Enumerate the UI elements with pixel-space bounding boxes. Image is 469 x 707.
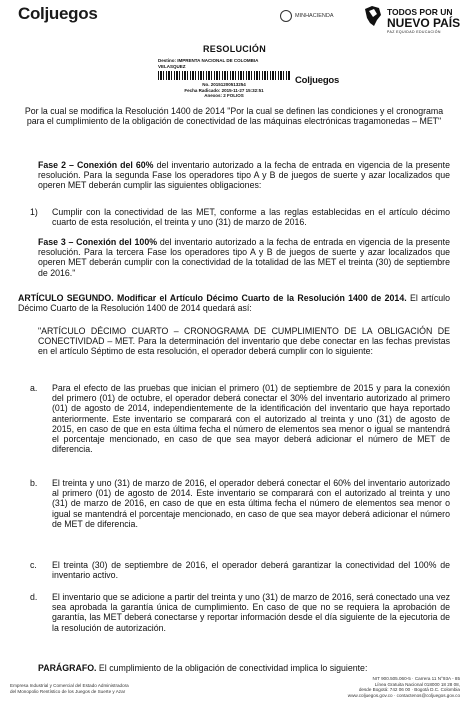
articulo-segundo — [18, 293, 450, 313]
schedule-item-b — [18, 478, 450, 529]
country-map-icon — [363, 5, 383, 27]
coat-of-arms-icon — [280, 10, 292, 22]
stamp-number: No. 20151200513254 — [202, 82, 246, 87]
document-header — [0, 0, 469, 40]
item-b-label: b. — [30, 478, 38, 488]
footer-entity-line-2: del Monopolio Rentístico de los Juegos de Suerte y Azar — [10, 688, 126, 694]
item-b-text: El treinta y uno (31) de marzo de 2016, el operador deberá conectar el 60% del inventario autorizado al primero (01) de agosto de 2014. Este inventario se comparará con el autorizado al treinta y uno (31) de marzo de 2016, en caso de que en esta última fecha el número de elementos sea menor o igual se mantendrá el porcentaje mencionado, en caso de que sea mayor deberá adicionar el número de MET de diferencia. — [52, 478, 450, 529]
item-1-text: Cumplir con la conectividad de las MET, conforme a las reglas establecidas en el artículo décimo cuarto de esta resolución, el treinta y uno (31) de marzo de 2016. — [52, 207, 450, 228]
fase-3-heading: Fase 3 – Conexión del 100% — [38, 237, 158, 247]
stamp-anexos: Anexos: 2 FOLIOS — [204, 93, 244, 98]
obligation-item-1 — [18, 207, 450, 227]
document-title: RESOLUCIÓN — [202, 44, 266, 54]
item-a-label: a. — [30, 383, 38, 393]
stamp-destino: Destino: IMPRENTA NACIONAL DE COLOMBIA — [158, 58, 259, 63]
schedule-item-d — [18, 592, 450, 633]
item-1-label: 1) — [30, 207, 38, 217]
schedule-item-c — [18, 560, 450, 580]
item-d-label: d. — [30, 592, 38, 602]
paragrafo-heading: PARÁGRAFO. — [38, 663, 97, 673]
footer-web: www.coljuegos.gov.co · contactenos@coljuegos.gov.co — [347, 692, 460, 698]
slogan-line-2: NUEVO PAÍS — [387, 16, 461, 30]
ministry-label: MINHACIENDA — [295, 13, 334, 19]
barcode — [158, 71, 290, 80]
resolution-subtitle — [18, 106, 450, 126]
paragrafo — [18, 663, 450, 673]
fase-3-paragraph — [18, 237, 450, 278]
footer-phone: Línea Gratuita Nacional 018000 18 28 08, — [374, 681, 460, 687]
stamp-fecha: Fecha Radicado: 2015-11-27 15:32:51 — [184, 87, 264, 93]
slogan-line-3: PAZ EQUIDAD EDUCACIÓN — [387, 30, 441, 34]
subtitle-text: Por la cual se modifica la Resolución 1400 de 2014 "Por la cual se definen las condiciones y el cronograma para el cumplimiento de la obligación de conectividad de las máquinas electrónicas tragamonedas – MET" — [24, 106, 444, 127]
articulo-segundo-text: El artículo Décimo Cuarto de la Resolución 1400 de 2014 quedará así: — [18, 293, 451, 314]
stamp-brand: Coljuegos — [295, 75, 340, 86]
item-d-text: El inventario que se adicione a partir del treinta y uno (31) de marzo de 2016, será conectado una vez sea aprobada la garantía única de cumplimiento. En caso de que no se requiera la aprobación de garantía, las MET deberá conectarse y reportar información desde el día siguiente de la ejecutoria de la resolución de autorización. — [52, 592, 450, 633]
item-a-text: Para el efecto de las pruebas que inician el primero (01) de septiembre de 2015 y para la conexión del primero (01) de octubre, el operador deberá conectar el 30% del inventario autorizado al primero (01) de agosto de 2014, independientemente de la identificación del inventario que haya reportado anteriormente. Este inventario se comparará con el autorizado al treinta y uno (31) de agosto de 2015, en caso de que en esta última fecha el número de elementos sea menor o igual se mantendrá el porcentaje mencionado, en caso de que sea mayor deberá adicionar el número de MET de diferencia. — [52, 383, 450, 455]
fase-2-paragraph — [18, 160, 450, 191]
item-c-label: c. — [30, 560, 37, 570]
footer-entity-line-1: Empresa Industrial y Comercial del Estado Administradora — [10, 683, 129, 688]
fase-2-text: del inventario autorizado a la fecha de entrada en vigencia de la presente resolución. Para la segunda Fase los operadores tipo A y B de juegos de suerte y azar localizados que operen MET deberán cumplir las siguientes obligaciones: — [38, 160, 451, 191]
footer-right — [320, 676, 460, 698]
item-c-text: El treinta (30) de septiembre de 2016, el operador deberá garantizar la conectividad del 100% de inventario activo. — [52, 560, 450, 581]
articulo-decimo-cuarto-text: Para la determinación del inventario que debe conectar en las fechas previstas en el artículo Séptimo de esta resolución, el operador deberá cumplir con lo siguiente: — [38, 336, 451, 357]
radicado-stamp — [158, 58, 348, 99]
footer-address: desde Bogotá: 742 06 00 · Bogotá D.C. Colombia — [358, 687, 460, 693]
articulo-decimo-cuarto — [18, 326, 450, 357]
articulo-segundo-heading: ARTÍCULO SEGUNDO. Modificar el Artículo Décimo Cuarto de la Resolución 1400 de 2014. — [18, 293, 407, 303]
ministry-logo — [280, 10, 334, 22]
slogan-line-1: TODOS POR UN — [387, 7, 453, 17]
coljuegos-logo: Coljuegos — [18, 4, 98, 23]
stamp-destino-2: VELASQUEZ — [158, 63, 186, 69]
fase-3-text: del inventario autorizado a la fecha de entrada en vigencia de la presente resolución. Para la tercera Fase los operadores tipo A y B de juegos de suerte y azar localizados que operen MET deberán cumplir con la conectividad de la totalidad de las MET el treinta (30) de septiembre de 2016." — [38, 237, 450, 278]
articulo-decimo-cuarto-heading: "ARTÍCULO DÉCIMO CUARTO – CRONOGRAMA DE CUMPLIMIENTO DE LA OBLIGACIÓN DE CONECTIVIDAD – MET. — [38, 326, 450, 347]
schedule-item-a — [18, 383, 450, 454]
footer-left — [10, 683, 129, 694]
paragrafo-text: El cumplimiento de la obligación de conectividad implica lo siguiente: — [96, 663, 368, 673]
footer-nit: NIT 900.505.060-5 · Carrera 11 N°93A - 85 — [372, 676, 460, 681]
fase-2-heading: Fase 2 – Conexión del 60% — [38, 160, 154, 170]
